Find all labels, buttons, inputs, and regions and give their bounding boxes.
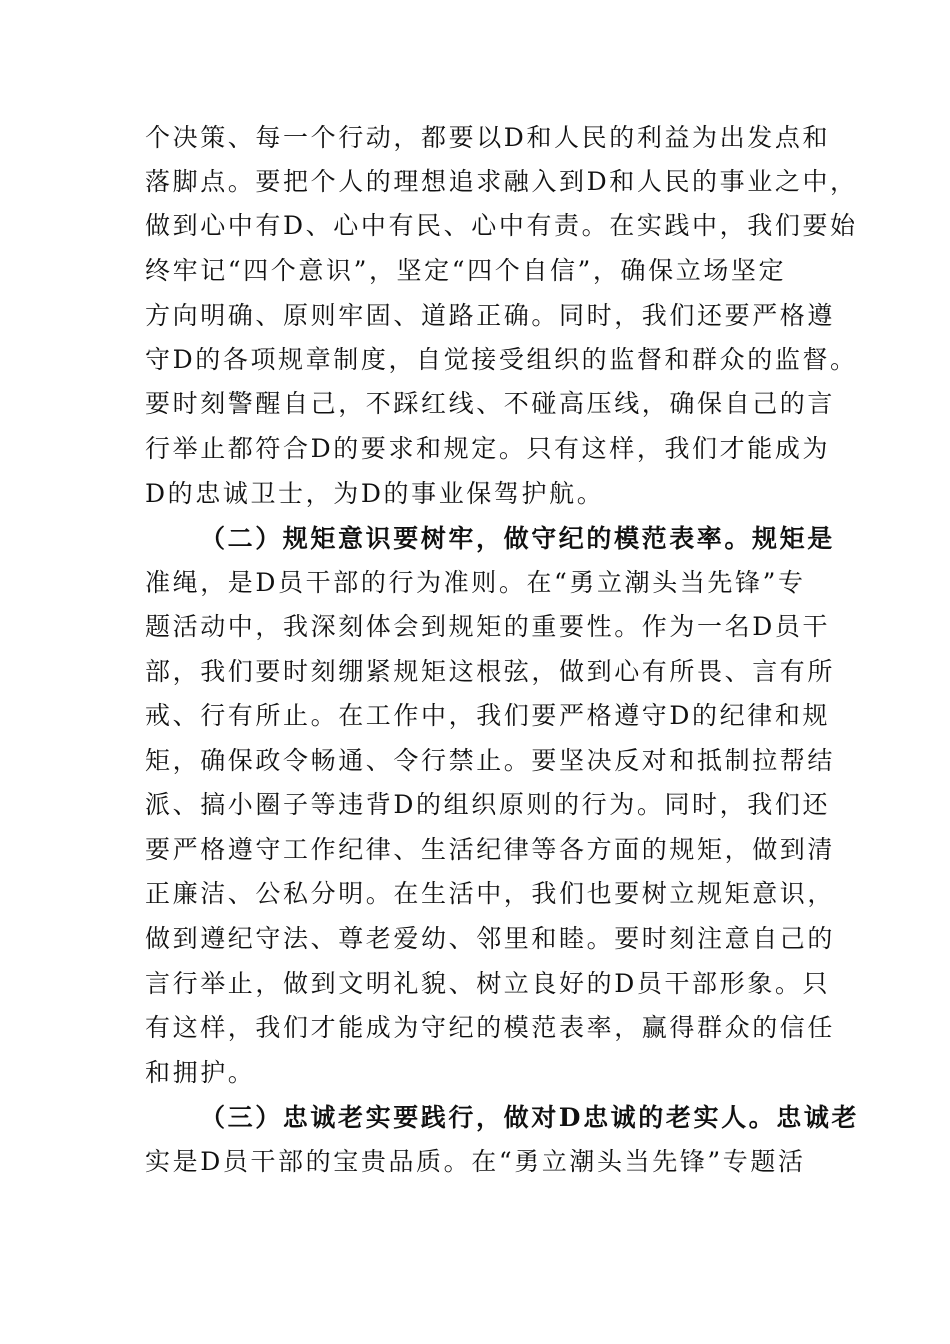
text-line: 派、搞小圈子等违背D的组织原则的行为。同时，我们还 xyxy=(145,790,831,819)
text-line: 个决策、每一个行动，都要以D和人民的利益为出发点和 xyxy=(145,123,831,152)
text-line: 要严格遵守工作纪律、生活纪律等各方面的规矩，做到清 xyxy=(145,835,836,864)
text-line: 题活动中，我深刻体会到规矩的重要性。作为一名D员干 xyxy=(145,612,831,641)
text-line: 守D的各项规章制度，自觉接受组织的监督和群众的监督。 xyxy=(145,345,858,374)
text-line: 行举止都符合D的要求和规定。只有这样，我们才能成为 xyxy=(145,434,831,463)
text-line: 戒、行有所止。在工作中，我们要严格遵守D的纪律和规 xyxy=(145,701,831,730)
section-heading-2: （二）规矩意识要树牢，做守纪的模范表率。规矩是 xyxy=(200,524,835,553)
text-line: 准绳，是D员干部的行为准则。在“勇立潮头当先锋”专 xyxy=(145,568,806,597)
text-line: 正廉洁、公私分明。在生活中，我们也要树立规矩意识， xyxy=(145,879,836,908)
text-line: 做到遵纪守法、尊老爱幼、邻里和睦。要时刻注意自己的 xyxy=(145,924,836,953)
text-line: 矩，确保政令畅通、令行禁止。要坚决反对和抵制拉帮结 xyxy=(145,746,836,775)
text-line: 实是D员干部的宝贵品质。在“勇立潮头当先锋”专题活 xyxy=(145,1147,806,1176)
text-line: 言行举止，做到文明礼貌、树立良好的D员干部形象。只 xyxy=(145,969,831,998)
text-line: 落脚点。要把个人的理想追求融入到D和人民的事业之中， xyxy=(145,167,858,196)
text-line: 和拥护。 xyxy=(145,1058,256,1087)
text-line: 要时刻警醒自己，不踩红线、不碰高压线，确保自己的言 xyxy=(145,389,836,418)
text-line: 有这样，我们才能成为守纪的模范表率，赢得群众的信任 xyxy=(145,1013,836,1042)
text-line: D的忠诚卫士，为D的事业保驾护航。 xyxy=(145,479,605,508)
text-line: 终牢记“四个意识”，坚定“四个自信”，确保立场坚定 xyxy=(145,256,787,285)
text-line: 方向明确、原则牢固、道路正确。同时，我们还要严格遵 xyxy=(145,301,836,330)
text-line: 部，我们要时刻绷紧规矩这根弦，做到心有所畏、言有所 xyxy=(145,657,836,686)
text-line: 做到心中有D、心中有民、心中有责。在实践中，我们要始 xyxy=(145,211,858,240)
section-heading-3: （三）忠诚老实要践行，做对D忠诚的老实人。忠诚老 xyxy=(200,1103,860,1132)
